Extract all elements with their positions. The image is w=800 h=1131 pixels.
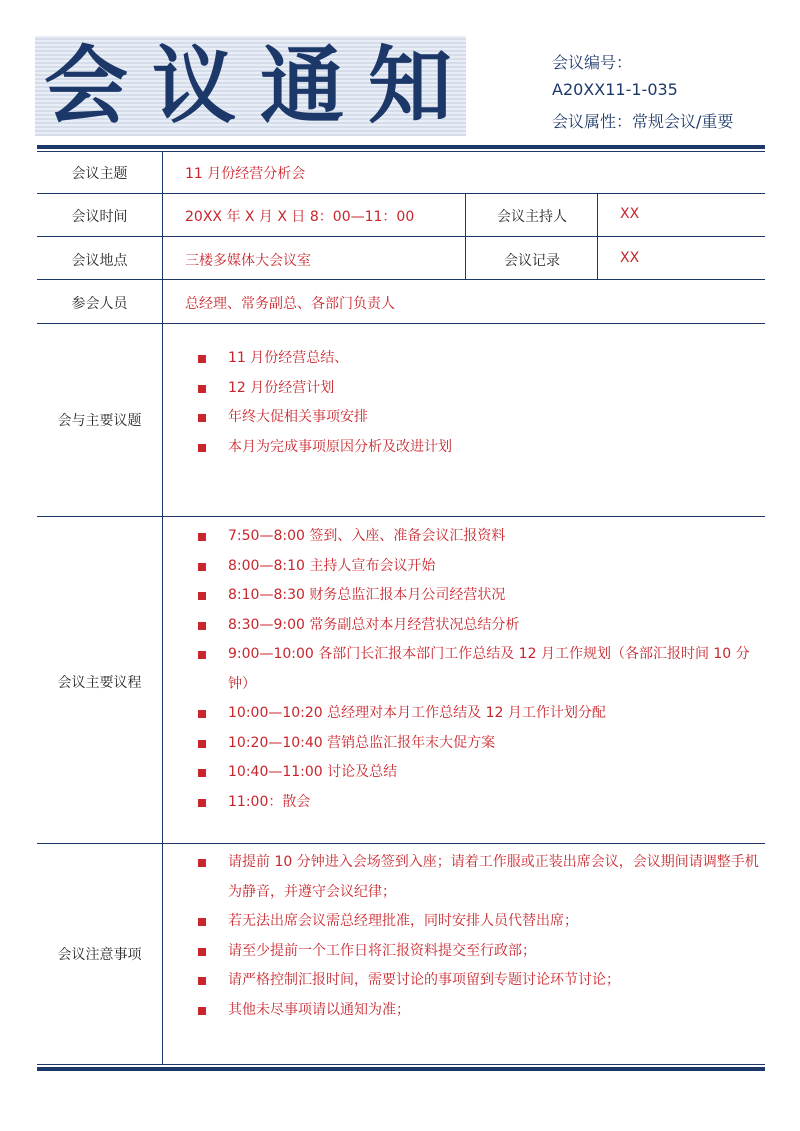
list-item: 10:40—11:00 讨论及总结	[198, 758, 763, 788]
row-divider	[37, 236, 765, 237]
bullet-square-icon	[198, 740, 206, 748]
bullet-square-icon	[198, 563, 206, 571]
topics-label: 会与主要议题	[57, 413, 142, 429]
bullet-square-icon	[198, 977, 206, 985]
recorder-label: 会议记录	[504, 253, 560, 269]
list-item: 年终大促相关事项安排	[198, 403, 763, 433]
list-item: 12 月份经营计划	[198, 374, 763, 404]
bullet-square-icon	[198, 799, 206, 807]
notes-label: 会议注意事项	[57, 947, 142, 963]
list-item: 9:00—10:00 各部门长汇报本部门工作总结及 12 月工作规划（各部汇报时间 10 分钟）	[198, 640, 763, 699]
agenda-label: 会议主要议程	[57, 675, 142, 691]
topic-value: 11 月份经营分析会	[185, 166, 306, 182]
row-divider	[37, 843, 765, 844]
host-label: 会议主持人	[497, 209, 567, 225]
table-top-rule-thick	[37, 145, 765, 149]
table-bottom-rule-thin	[37, 1064, 765, 1065]
recorder-value: XX	[620, 250, 640, 266]
list-item: 请至少提前一个工作日将汇报资料提交至行政部；	[198, 937, 763, 967]
bullet-square-icon	[198, 355, 206, 363]
list-item: 请严格控制汇报时间，需要讨论的事项留到专题讨论环节讨论；	[198, 966, 763, 996]
bullet-square-icon	[198, 651, 206, 659]
bullet-square-icon	[198, 533, 206, 541]
list-item: 其他未尽事项请以通知为准；	[198, 996, 763, 1026]
bullet-square-icon	[198, 1007, 206, 1015]
bullet-square-icon	[198, 592, 206, 600]
bullet-square-icon	[198, 918, 206, 926]
list-item: 10:20—10:40 营销总监汇报年末大促方案	[198, 729, 763, 759]
place-value: 三楼多媒体大会议室	[185, 253, 311, 269]
time-value: 20XX 年 X 月 X 日 8：00—11：00	[185, 209, 415, 225]
list-item: 11:00：散会	[198, 788, 763, 818]
list-item: 8:00—8:10 主持人宣布会议开始	[198, 552, 763, 582]
bullet-square-icon	[198, 622, 206, 630]
topic-label: 会议主题	[71, 166, 128, 182]
agenda-list	[198, 522, 763, 817]
page-title: 会议通知	[44, 37, 477, 135]
meeting-attribute: 会议属性：常规会议/重要	[552, 112, 734, 131]
host-value: XX	[620, 206, 640, 222]
attendees-value: 总经理、常务副总、各部门负责人	[185, 296, 395, 312]
list-item: 8:10—8:30 财务总监汇报本月公司经营状况	[198, 581, 763, 611]
bullet-square-icon	[198, 859, 206, 867]
list-item: 本月为完成事项原因分析及改进计划	[198, 433, 763, 463]
topics-list	[198, 344, 763, 462]
row-divider	[37, 279, 765, 280]
list-item: 11 月份经营总结、	[198, 344, 763, 374]
list-item: 8:30—9:00 常务副总对本月经营状况总结分析	[198, 611, 763, 641]
row-divider	[37, 516, 765, 517]
meeting-number-label: 会议编号：	[552, 53, 633, 72]
row-divider	[37, 193, 765, 194]
table-top-rule-thin	[37, 151, 765, 152]
attendees-label: 参会人员	[71, 296, 128, 312]
list-item: 7:50—8:00 签到、入座、准备会议汇报资料	[198, 522, 763, 552]
bullet-square-icon	[198, 414, 206, 422]
meeting-number-value: A20XX11-1-035	[552, 80, 678, 99]
bullet-square-icon	[198, 769, 206, 777]
bullet-square-icon	[198, 444, 206, 452]
list-item: 10:00—10:20 总经理对本月工作总结及 12 月工作计划分配	[198, 699, 763, 729]
time-label: 会议时间	[71, 209, 128, 225]
label-column-divider	[162, 152, 163, 1064]
bullet-square-icon	[198, 385, 206, 393]
list-item: 若无法出席会议需总经理批准，同时安排人员代替出席；	[198, 907, 763, 937]
notes-list	[198, 848, 763, 1025]
list-item: 请提前 10 分钟进入会场签到入座；请着工作服或正装出席会议，会议期间请调整手机为静音，并遵守会议纪律；	[198, 848, 763, 907]
bullet-square-icon	[198, 710, 206, 718]
row-divider	[37, 323, 765, 324]
table-bottom-rule-thick	[37, 1067, 765, 1071]
bullet-square-icon	[198, 948, 206, 956]
place-label: 会议地点	[71, 253, 128, 269]
